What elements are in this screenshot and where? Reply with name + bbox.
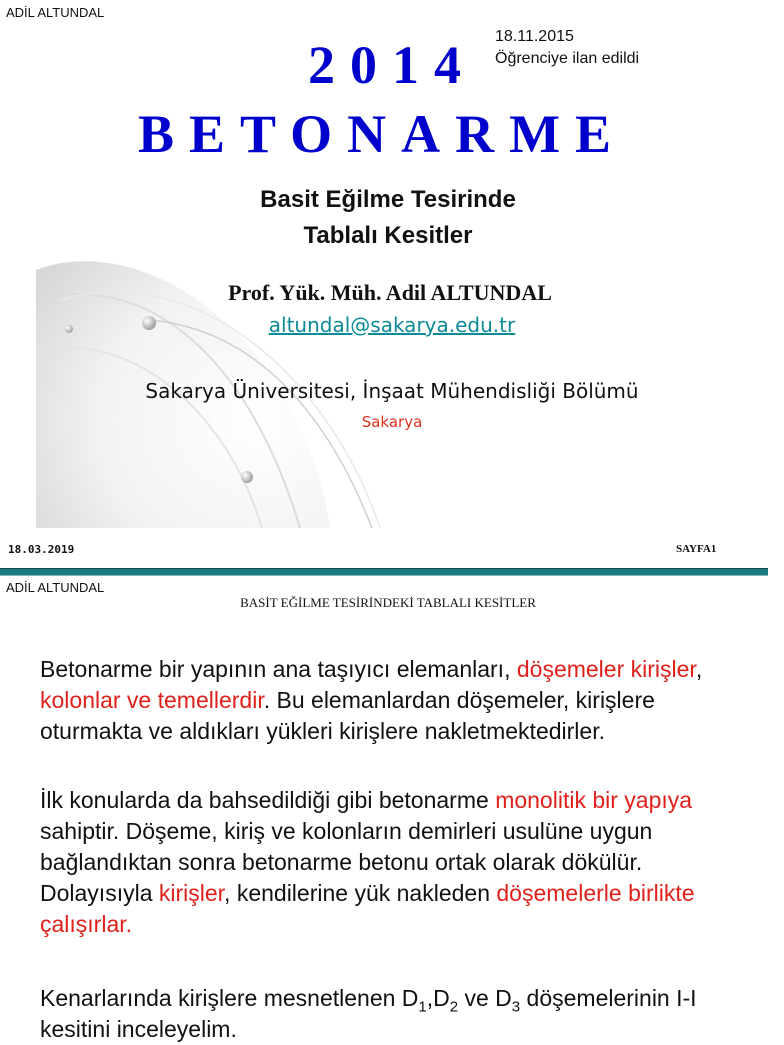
p2-highlight-f: döşemelerle birlikte çalışırlar <box>40 880 695 937</box>
p2-text-e: , kendilerine yük nakleden <box>224 880 497 906</box>
footer-date: 18.03.2019 <box>8 543 75 556</box>
author-header: ADİL ALTUNDAL <box>6 580 105 595</box>
p1-text-c: , <box>695 656 703 682</box>
p2-highlight-b: monolitik bir yapıya <box>495 787 693 813</box>
p3-text-a: Kenarlarında kirişlere mesnetlenen D <box>40 985 419 1011</box>
p3-text-d: döşemelerinin I-I kesitini inceleyelim. <box>40 985 697 1042</box>
date-note-date: 18.11.2015 <box>495 28 574 45</box>
content-slide <box>0 576 768 1042</box>
p1-text-e: . Bu elemanlardan döşemeler, kirişlere oturmakta ve aldıkları yükleri kirişlere nakletmektedirler. <box>40 687 655 744</box>
date-note <box>495 26 639 70</box>
author-name: Prof. Yük. Müh. Adil ALTUNDAL <box>228 280 552 305</box>
p3-text-b: ,D <box>426 985 450 1011</box>
slide-divider <box>0 568 768 576</box>
email-link[interactable]: altundal@sakarya.edu.tr <box>268 313 516 337</box>
p2-text-a: İlk konularda da bahsedildiği gibi betonarme <box>40 787 496 813</box>
paragraph-1 <box>40 654 760 747</box>
p1-text-a: Betonarme bir yapının ana taşıyıcı elemanları, <box>40 656 517 682</box>
p2-text-c: sahiptir. Döşeme, kiriş ve kolonların demirleri usulüne uygun bağlandıktan sonra betonarme betonu ortak olarak dökülür. Dolayısıyla <box>40 818 653 906</box>
paragraph-2 <box>40 785 760 940</box>
p2-highlight-d: kirişler <box>158 880 225 906</box>
university-name: Sakarya Üniversitesi, İnşaat Mühendisliği Bölümü <box>145 379 639 403</box>
p3-sub-3: 3 <box>511 998 521 1016</box>
subtitle-line-2: Tablalı Kesitler <box>303 222 473 249</box>
course-title: BETONARME <box>138 104 627 164</box>
p1-highlight-d: kolonlar ve temellerdir <box>40 687 264 713</box>
city-name: Sakarya <box>361 413 423 431</box>
p1-highlight-b: döşemeler kirişler <box>516 656 696 682</box>
p2-text-g: . <box>125 911 133 937</box>
footer-page-number: SAYFA1 <box>676 543 717 555</box>
author-header: ADİL ALTUNDAL <box>6 5 105 20</box>
subtitle-line-1: Basit Eğilme Tesirinde <box>260 186 516 213</box>
year-heading: 2014 <box>308 35 476 95</box>
p3-text-c: ve D <box>458 985 512 1011</box>
p3-sub-2: 2 <box>449 998 459 1016</box>
paragraph-3 <box>40 983 760 1045</box>
date-note-announce: Öğrenciye ilan edildi <box>495 50 640 67</box>
slide-title: BASİT EĞİLME TESİRİNDEKİ TABLALI KESİTLER <box>240 595 536 610</box>
p3-sub-1: 1 <box>418 998 427 1016</box>
